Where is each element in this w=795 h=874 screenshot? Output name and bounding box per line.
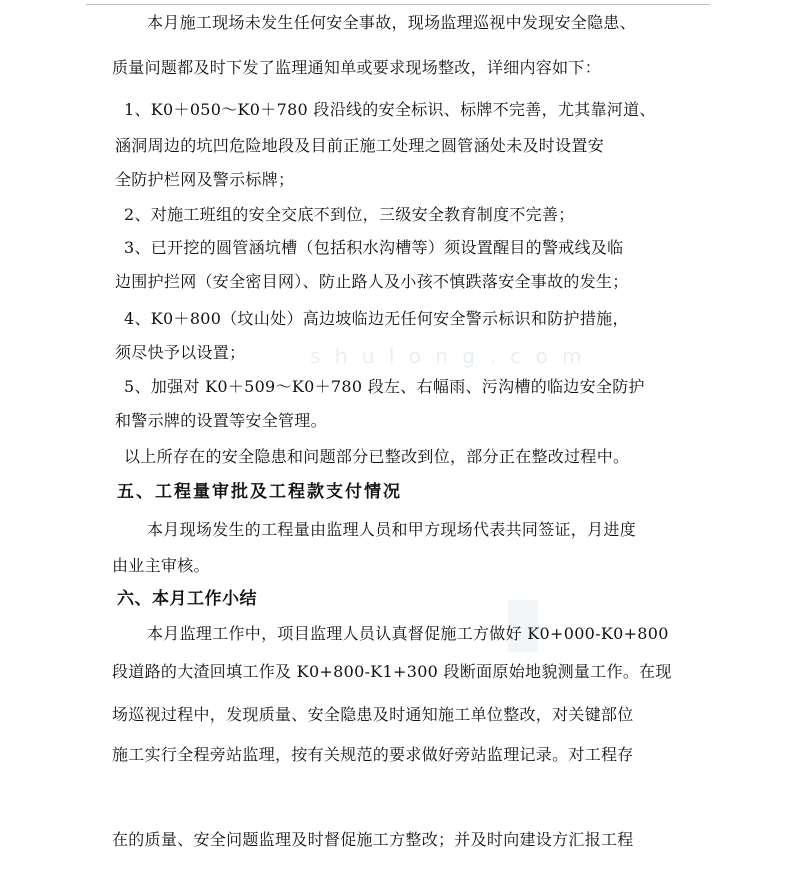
paragraph-line: 本月施工现场未发生任何安全事故，现场监理巡视中发现安全隐患、 bbox=[147, 13, 637, 32]
paragraph-line: 场巡视过程中，发现质量、安全隐患及时通知施工单位整改，对关键部位 bbox=[112, 705, 634, 724]
paragraph-line: 以上所存在的安全隐患和问题部分已整改到位，部分正在整改过程中。 bbox=[124, 447, 630, 466]
list-item-5: 5、加强对 K0＋509～K0＋780 段左、右幅雨、污沟槽的临边安全防护 bbox=[124, 377, 645, 396]
section-heading-5: 五、工程量审批及工程款支付情况 bbox=[117, 482, 402, 502]
paragraph-line: 本月现场发生的工程量由监理人员和甲方现场代表共同签证，月进度 bbox=[147, 520, 637, 539]
paragraph-line: 边围护拦网（安全密目网）、防止路人及小孩不慎跌落安全事故的发生； bbox=[115, 272, 629, 291]
section-heading-6: 六、本月工作小结 bbox=[117, 589, 257, 609]
page-top-border bbox=[86, 4, 710, 5]
paragraph-line: 由业主审核。 bbox=[112, 556, 210, 575]
paragraph-line: 全防护栏网及警示标牌； bbox=[115, 170, 295, 189]
paragraph-line: 在的质量、安全问题监理及时督促施工方整改；并及时向建设方汇报工程 bbox=[112, 830, 634, 849]
watermark: s h u l o n g . c o m bbox=[310, 344, 586, 368]
paragraph-line: 和警示牌的设置等安全管理。 bbox=[115, 411, 327, 430]
paragraph-line: 段道路的大渣回填工作及 K0+800-K1+300 段断面原始地貌测量工作。在现 bbox=[112, 662, 672, 681]
paragraph-line: 涵洞周边的坑凹危险地段及目前正施工处理之圆管涵处未及时设置安 bbox=[115, 136, 605, 155]
list-item-2: 2、对施工班组的安全交底不到位，三级安全教育制度不完善； bbox=[124, 205, 575, 224]
list-item-4: 4、K0＋800（坟山处）高边坡临边无任何安全警示标识和防护措施， bbox=[124, 309, 629, 328]
list-item-3: 3、已开挖的圆管涵坑槽（包括积水沟槽等）须设置醒目的警戒线及临 bbox=[124, 238, 624, 257]
paragraph-line: 质量问题都及时下发了监理通知单或要求现场整改，详细内容如下： bbox=[112, 58, 602, 77]
list-item-1: 1、K0＋050～K0＋780 段沿线的安全标识、标牌不完善，尤其靠河道、 bbox=[124, 100, 656, 119]
paragraph-line: 本月监理工作中，项目监理人员认真督促施工方做好 K0+000-K0+800 bbox=[147, 624, 669, 643]
paragraph-line: 施工实行全程旁站监理，按有关规范的要求做好旁站监理记录。对工程存 bbox=[112, 745, 634, 764]
paragraph-line: 须尽快予以设置； bbox=[115, 343, 246, 362]
